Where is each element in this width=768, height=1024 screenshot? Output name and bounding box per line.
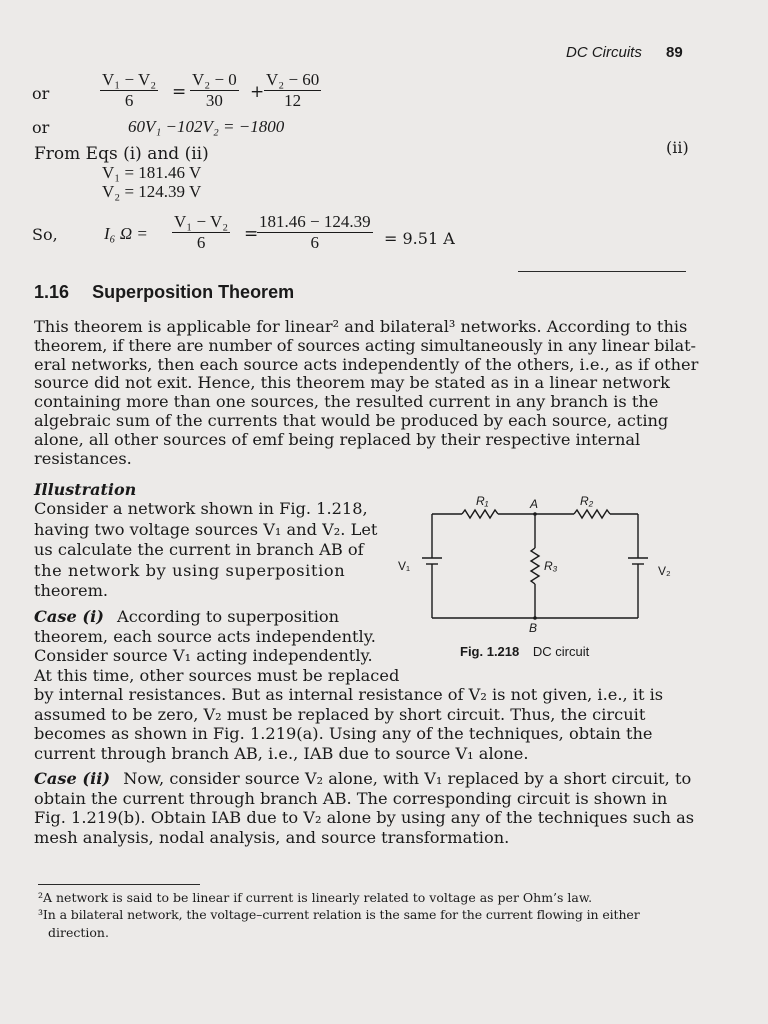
intro-line: source did not exit. Hence, this theorem may be stated as in a linear network xyxy=(34,373,670,393)
running-title: DC Circuits xyxy=(566,44,642,61)
case-1-line: becomes as shown in Fig. 1.219(a). Using any of the techniques, obtain the xyxy=(34,724,653,743)
circuit-diagram xyxy=(380,490,680,670)
illustration-line: us calculate the current in branch AB of xyxy=(34,540,364,559)
equation-label-ii: (ii) xyxy=(666,138,689,157)
label-r3: R₃ xyxy=(544,559,558,573)
or-word-2: or xyxy=(32,118,50,137)
illustration-heading: Illustration xyxy=(34,480,137,499)
figure-caption-text: DC circuit xyxy=(532,644,590,659)
figure-caption-number: Fig. 1.218 xyxy=(460,644,520,659)
fraction-1-num: V₁ − V₂ xyxy=(102,70,157,89)
case-1-line: theorem, each source acts independently. xyxy=(34,626,376,646)
fraction-5-num: 181.46 − 124.39 xyxy=(259,212,371,231)
illustration-line: Consider a network shown in Fig. 1.218, xyxy=(34,499,368,518)
illustration-line: the network by using superposition xyxy=(34,560,346,580)
fraction-4-den: 6 xyxy=(196,233,206,252)
node-b-dot xyxy=(533,616,537,620)
label-r1: R₁ xyxy=(476,494,489,508)
fraction-2-num: V₂ − 0 xyxy=(192,70,237,89)
intro-line: eral networks, then each source acts independently of the others, i.e., as if other xyxy=(34,354,699,374)
case-2-line: Fig. 1.219(b). Obtain IAB due to V₂ alone by using any of the techniques such as xyxy=(34,808,695,827)
so-word: So, xyxy=(32,225,58,244)
intro-line: This theorem is applicable for linear² and bilateral³ networks. According to this xyxy=(34,317,688,336)
equals-sign: = xyxy=(172,82,187,102)
case-2-line: mesh analysis, nodal analysis, and source transformation. xyxy=(34,827,510,847)
current-label: I₆ Ω = xyxy=(104,224,148,243)
footnote-3-line-2: direction. xyxy=(48,925,109,940)
fraction-1-den: 6 xyxy=(124,91,134,110)
resistor-r3 xyxy=(531,548,539,584)
or-word: or xyxy=(32,84,50,103)
v2-value: V₂ = 124.39 V xyxy=(102,182,202,201)
case-1-line: by internal resistances. But as internal resistance of V₂ is not given, i.e., it is xyxy=(34,685,664,704)
fraction-2-den: 30 xyxy=(205,91,223,110)
label-r2: R₂ xyxy=(580,494,594,508)
intro-line: resistances. xyxy=(34,448,132,468)
fraction-3-num: V₂ − 60 xyxy=(266,70,320,89)
case-1-line-1 xyxy=(34,608,339,627)
section-title: Superposition Theorem xyxy=(92,282,295,302)
section-number: 1.16 xyxy=(34,282,70,302)
resistor-r1 xyxy=(462,510,498,518)
label-b: B xyxy=(529,621,538,635)
intro-line: containing more than one sources, the resulted current in any branch is the xyxy=(34,392,659,412)
case-1-label: Case (i) xyxy=(34,607,104,626)
case-2-line: obtain the current through branch AB. The corresponding circuit is shown in xyxy=(34,788,668,808)
footnote-rule xyxy=(38,884,200,885)
case-1-line: assumed to be zero, V₂ must be replaced by short circuit. Thus, the circuit xyxy=(34,704,646,724)
case-2-text: Now, consider source V₂ alone, with V₁ replaced by a short circuit, to xyxy=(123,769,692,788)
case-1-line: current through branch AB, i.e., IAB due to source V₁ alone. xyxy=(34,743,529,763)
fraction-4 xyxy=(172,212,230,253)
case-2-line-1 xyxy=(34,770,691,789)
intro-line: algebraic sum of the currents that would be produced by each source, acting xyxy=(34,411,669,430)
fraction-5-den: 6 xyxy=(310,233,320,252)
intro-line: theorem, if there are number of sources acting simultaneously in any linear bilat- xyxy=(34,335,696,355)
case-2-label: Case (ii) xyxy=(34,769,111,788)
label-a: A xyxy=(530,497,539,511)
fraction-4-num: V₁ − V₂ xyxy=(174,212,229,231)
fraction-1 xyxy=(100,70,158,111)
plus-sign: + xyxy=(250,82,265,102)
footnote-3-line-1: ³In a bilateral network, the voltage–current relation is the same for the current flowing in either xyxy=(38,907,640,922)
illustration-line: having two voltage sources V₁ and V₂. Let xyxy=(34,519,378,539)
case-1-text: According to superposition xyxy=(117,607,340,626)
equation-ii: 60V₁ −102V₂ = −1800 xyxy=(128,117,285,136)
fraction-3 xyxy=(264,70,321,111)
label-v1: V₁ xyxy=(398,559,411,573)
footnote-2: ²A network is said to be linear if current is linearly related to voltage as per Ohm’s law. xyxy=(38,890,593,905)
fraction-3-den: 12 xyxy=(284,91,302,110)
page-number: 89 xyxy=(666,44,683,61)
fraction-2 xyxy=(190,70,239,111)
case-1-line: Consider source V₁ acting independently. xyxy=(34,646,373,665)
from-eqs-text: From Eqs (i) and (ii) xyxy=(34,144,209,164)
node-a-dot xyxy=(533,512,537,516)
illustration-line: theorem. xyxy=(34,581,109,600)
fraction-5 xyxy=(257,212,373,253)
section-end-rule xyxy=(518,271,686,272)
figure-caption xyxy=(460,644,589,659)
case-1-line: At this time, other sources must be replaced xyxy=(34,665,400,685)
section-heading xyxy=(34,282,294,303)
intro-line: alone, all other sources of emf being replaced by their respective internal xyxy=(34,429,641,449)
v1-value: V₁ = 181.46 V xyxy=(102,163,202,182)
current-result: = 9.51 A xyxy=(384,229,455,248)
resistor-r2 xyxy=(574,510,610,518)
label-v2: V₂ xyxy=(658,564,671,578)
equals-sign-2: = xyxy=(244,224,259,244)
